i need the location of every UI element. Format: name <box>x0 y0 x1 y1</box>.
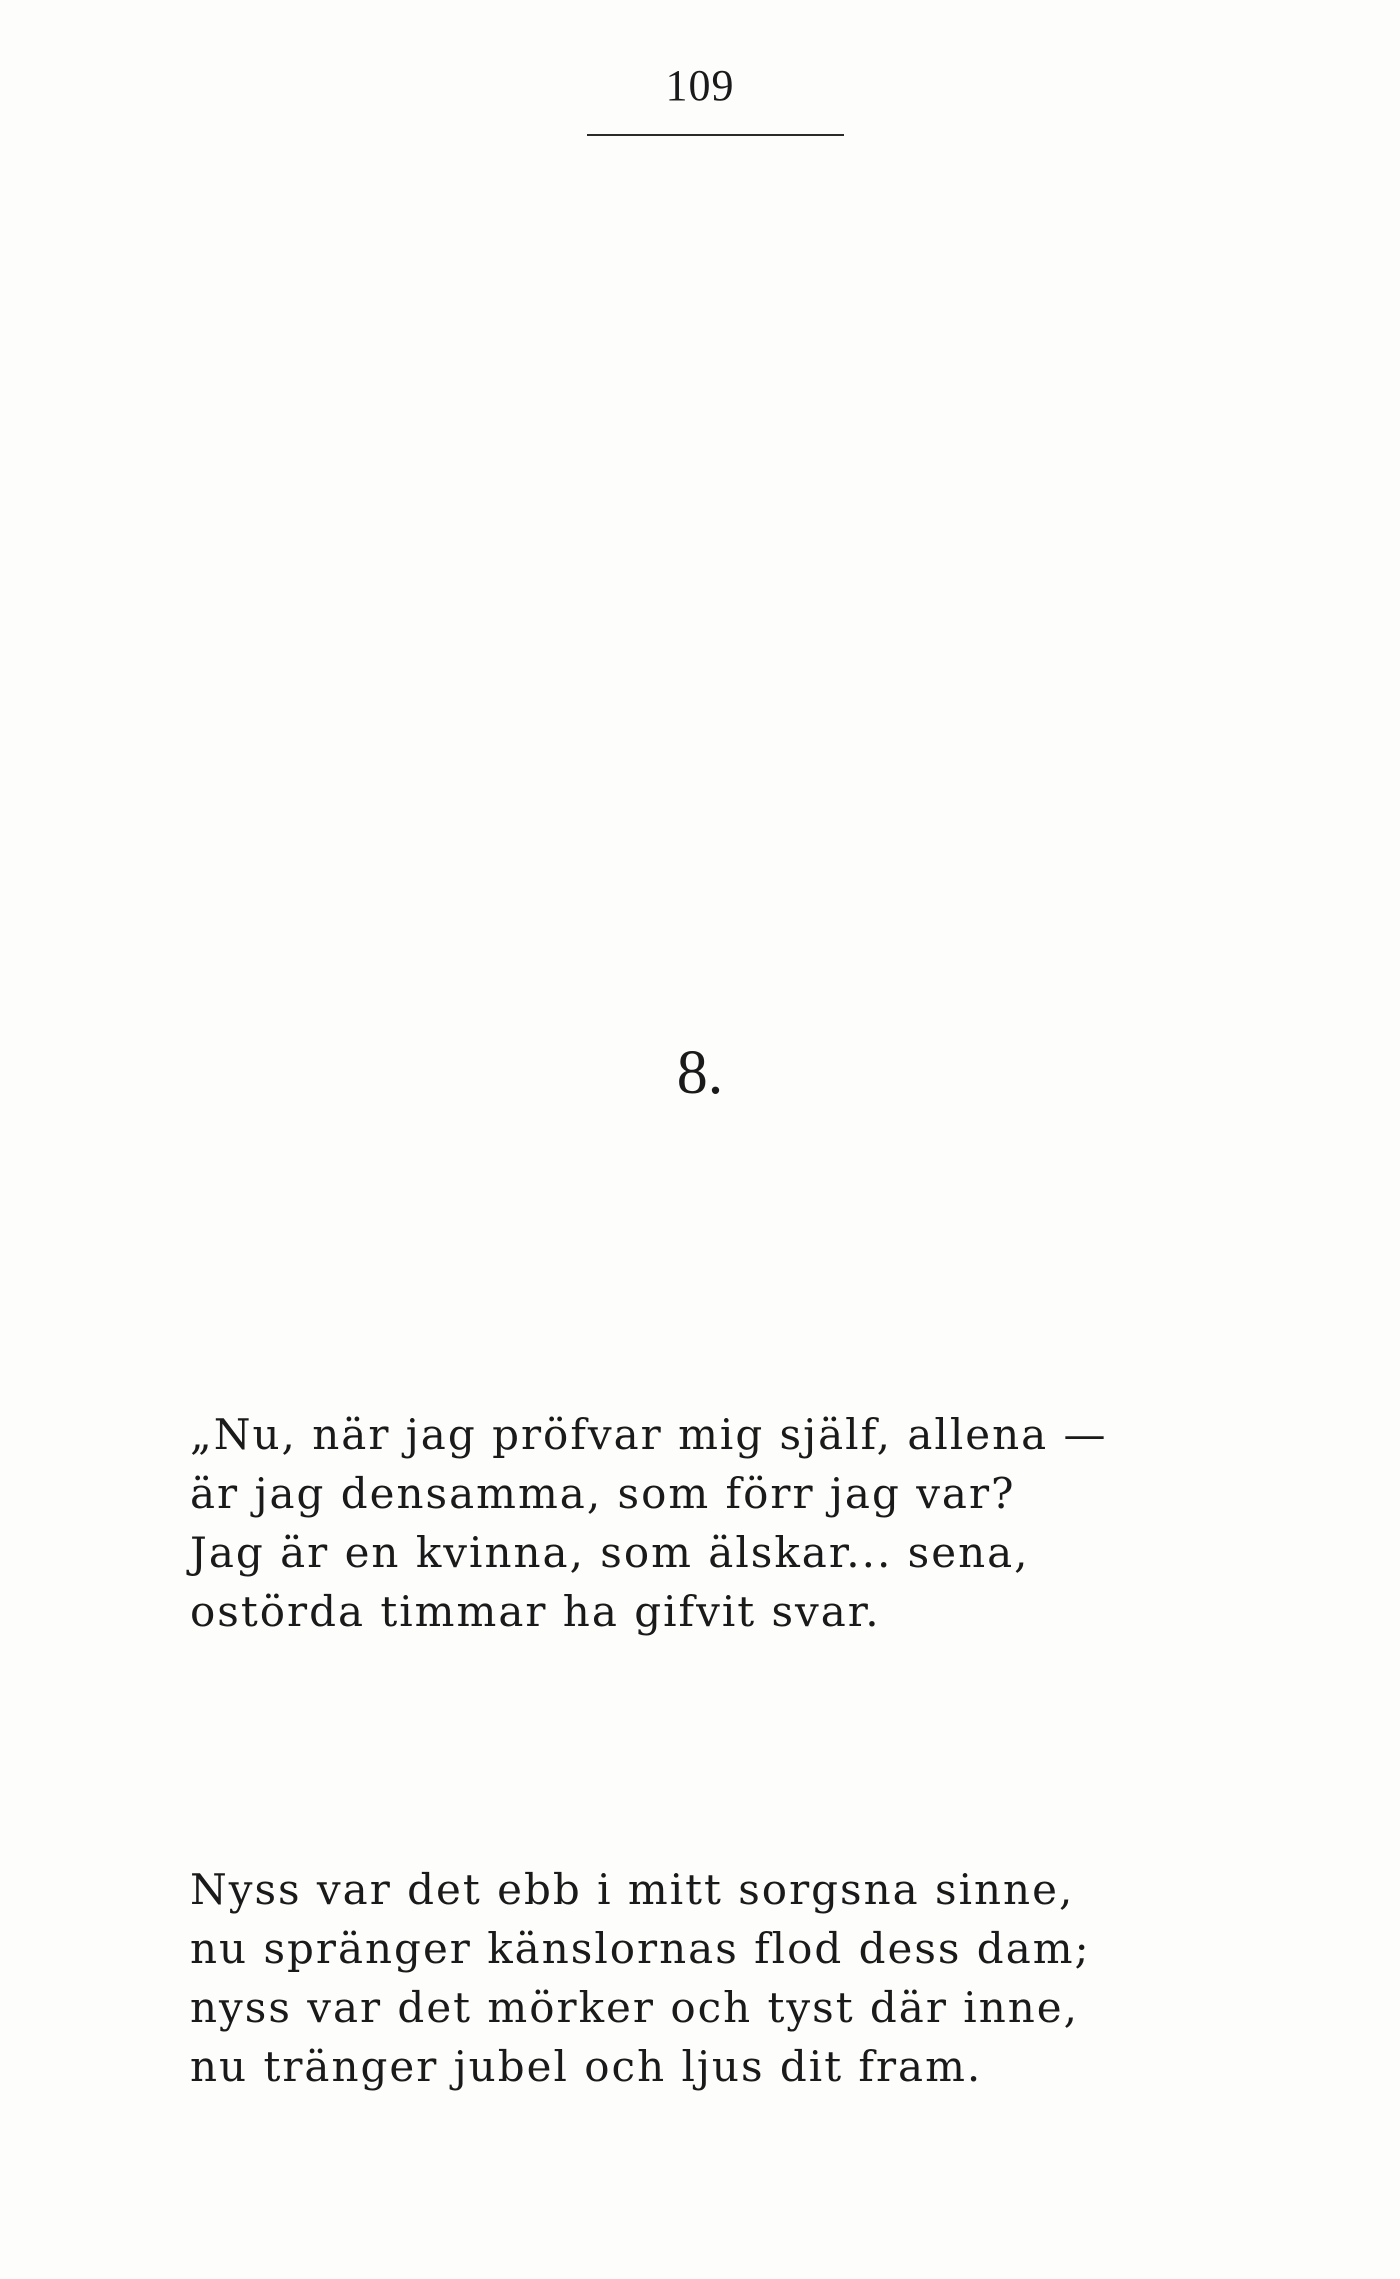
verse-line: nyss var det mörker och tyst där inne, <box>190 1983 1080 2032</box>
verse-line: är jag densamma, som förr jag var? <box>190 1469 1016 1518</box>
verse-line: ostörda timmar ha gifvit svar. <box>190 1587 881 1636</box>
verse-line: nu spränger känslornas flod dess dam; <box>190 1924 1091 1973</box>
verse-line: Jag är en kvinna, som älskar... sena, <box>190 1528 1030 1577</box>
verse-line: nu tränger jubel och ljus dit fram. <box>190 2042 983 2091</box>
verse-line: Nyss var det ebb i mitt sorgsna sinne, <box>190 1865 1075 1914</box>
verse-line: „Nu, när jag pröfvar mig själf, allena — <box>190 1410 1108 1459</box>
section-number: 8. <box>676 1039 724 1107</box>
stanza-2 <box>190 1860 1370 2096</box>
header-rule <box>587 134 844 136</box>
page-number: 109 <box>665 61 735 110</box>
stanza-1 <box>190 1405 1370 1641</box>
